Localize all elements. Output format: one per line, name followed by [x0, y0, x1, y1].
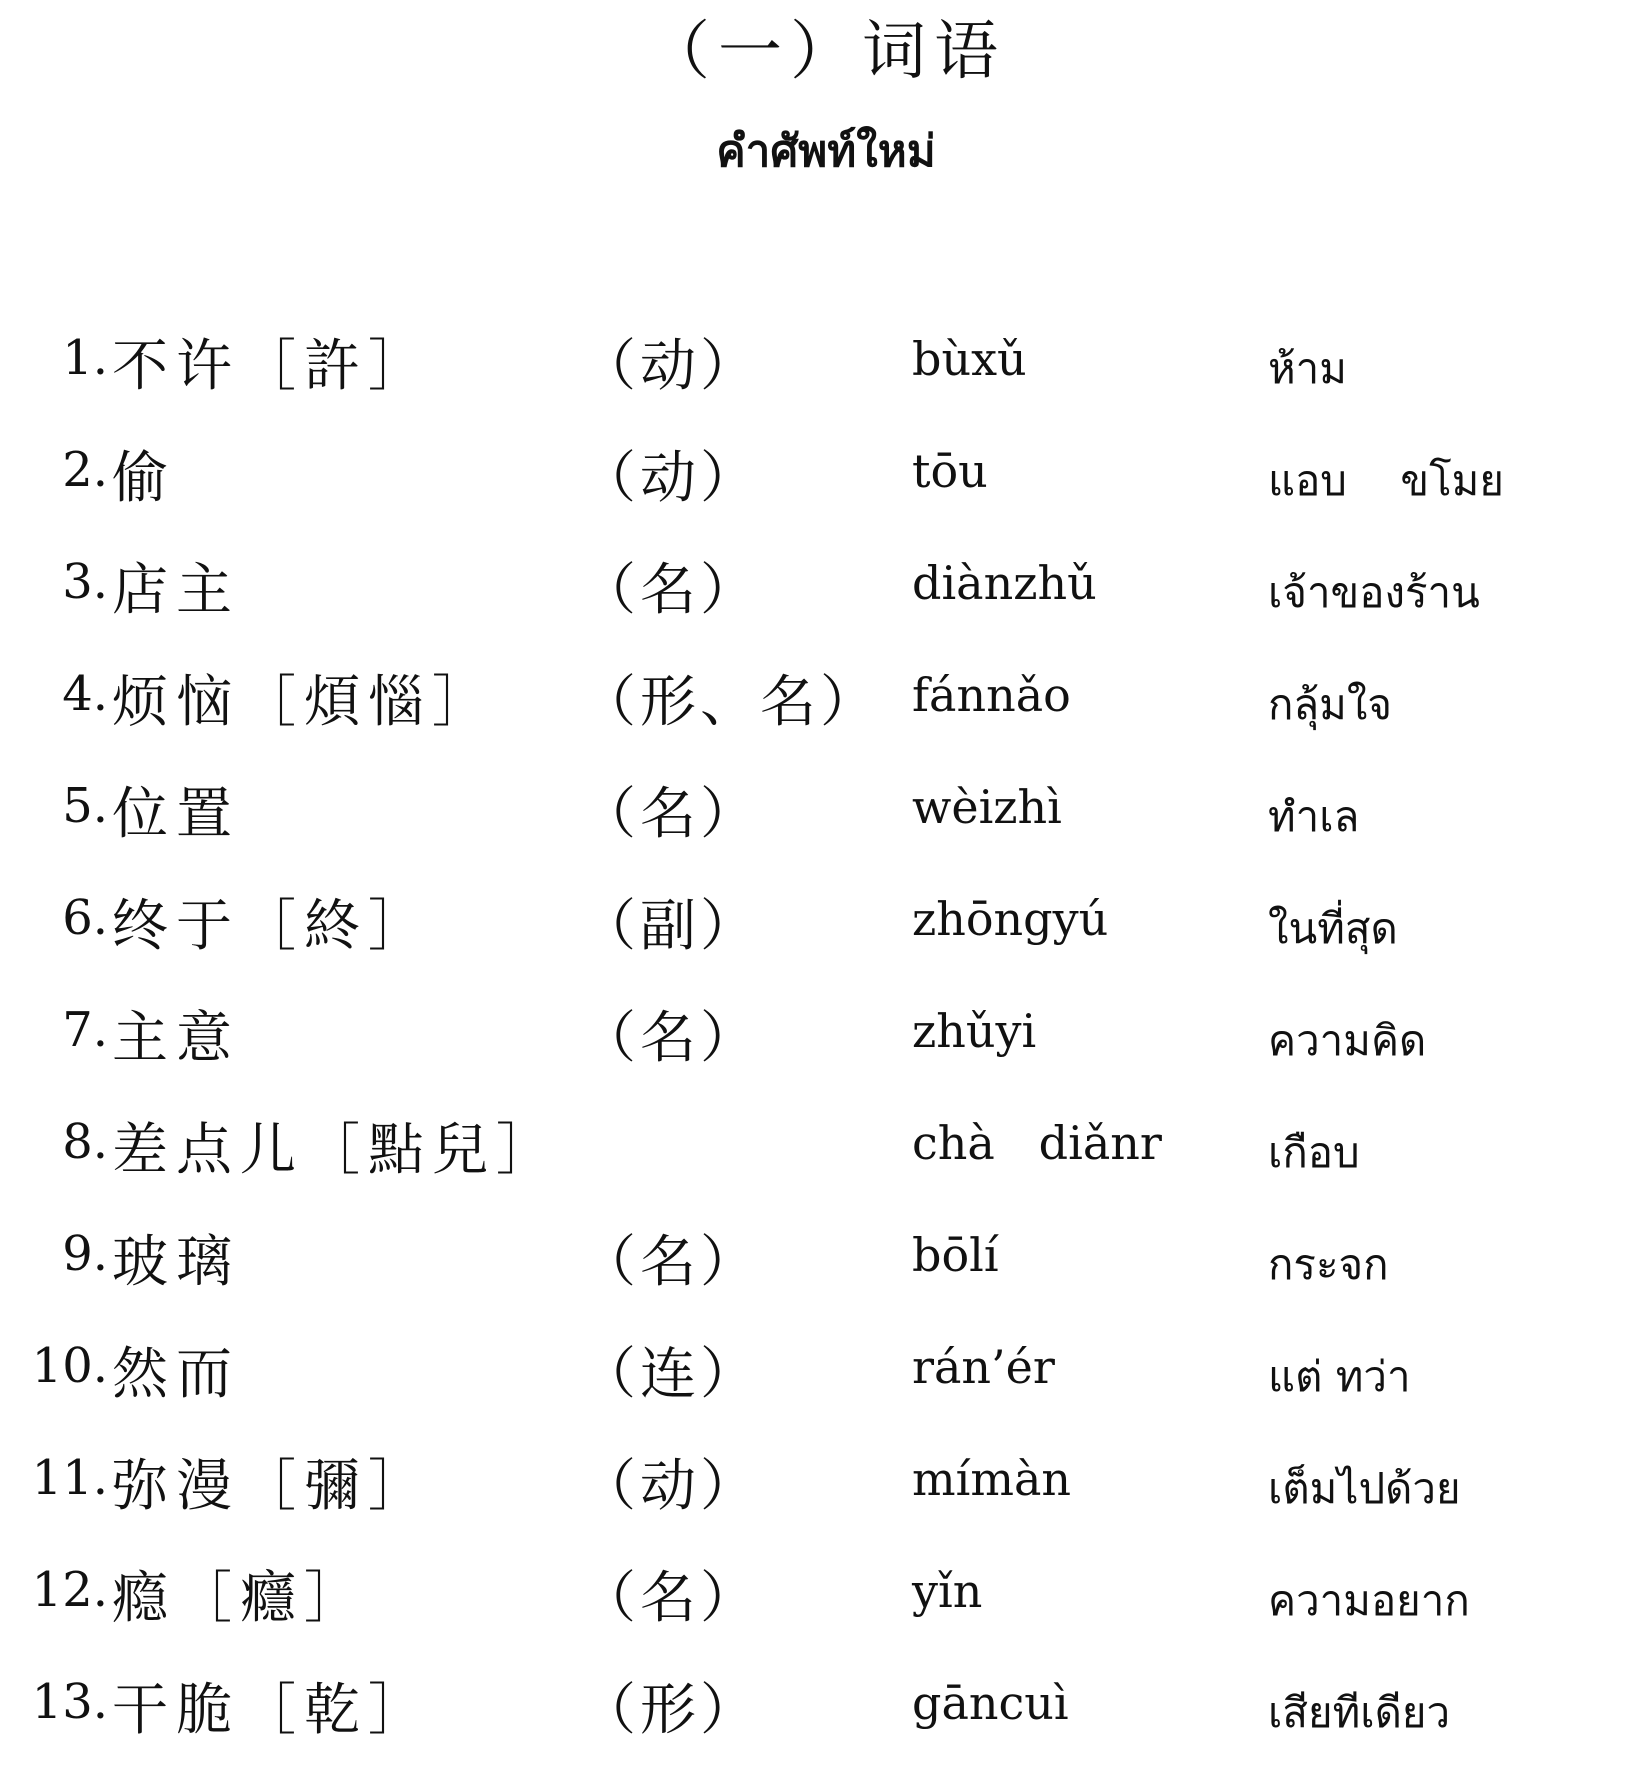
vocab-thai-meaning: กลุ้มใจ: [1268, 680, 1392, 729]
vocab-number: 5.: [62, 778, 108, 834]
vocab-row: [0, 1330, 1652, 1442]
vocab-row: [0, 1666, 1652, 1778]
vocab-number: 3.: [62, 554, 108, 610]
vocab-pinyin: bōlí: [912, 1228, 999, 1282]
vocab-pinyin: fánnǎo: [912, 668, 1071, 722]
vocab-number: 7.: [62, 1002, 108, 1058]
vocab-row: [0, 882, 1652, 994]
vocab-thai-meaning: ทำเล: [1268, 792, 1360, 841]
vocab-row: [0, 1218, 1652, 1330]
vocab-part-of-speech: （名）: [580, 1566, 760, 1631]
vocab-pinyin: diànzhǔ: [912, 556, 1097, 610]
vocab-thai-meaning: เต็มไปด้วย: [1268, 1464, 1461, 1513]
vocab-row: [0, 1442, 1652, 1554]
vocab-pinyin: rán’ér: [912, 1340, 1055, 1394]
vocab-word: 瘾［癮］: [112, 1566, 368, 1631]
vocab-number: 6.: [62, 890, 108, 946]
vocab-row: [0, 994, 1652, 1106]
vocab-number: 11.: [31, 1450, 108, 1506]
vocabulary-list: [0, 322, 1652, 1778]
vocab-row: [0, 1554, 1652, 1666]
vocab-part-of-speech: （副）: [580, 894, 760, 959]
vocab-word: 偷: [112, 446, 176, 511]
vocab-number: 10.: [31, 1338, 108, 1394]
vocab-word: 然而: [112, 1342, 240, 1407]
vocab-word: 玻璃: [112, 1230, 240, 1295]
vocab-word: 位置: [112, 782, 240, 847]
vocab-thai-meaning: เสียทีเดียว: [1268, 1688, 1451, 1737]
vocab-pinyin: wèizhì: [912, 780, 1062, 834]
vocab-word: 不许［許］: [112, 334, 432, 399]
vocab-pinyin: bùxǔ: [912, 332, 1027, 386]
vocab-thai-meaning: ความอยาก: [1268, 1576, 1470, 1625]
vocab-number: 2.: [62, 442, 108, 498]
vocab-pinyin: tōu: [912, 444, 988, 498]
vocab-word: 烦恼［煩惱］: [112, 670, 496, 735]
vocab-word: 主意: [112, 1006, 240, 1071]
page-subtitle: คำศัพท์ใหม่: [716, 126, 936, 177]
vocab-pinyin: chà diǎnr: [912, 1116, 1162, 1170]
vocab-thai-meaning: เกือบ: [1268, 1128, 1360, 1177]
vocab-thai-meaning: แอบ ขโมย: [1268, 456, 1504, 505]
vocab-number: 1.: [62, 330, 108, 386]
vocab-number: 8.: [62, 1114, 108, 1170]
vocab-thai-meaning: ในที่สุด: [1268, 904, 1398, 953]
vocab-pinyin: zhǔyi: [912, 1004, 1037, 1058]
vocab-pinyin: mímàn: [912, 1452, 1072, 1506]
page-title: （一）词语: [646, 15, 1006, 89]
vocab-part-of-speech: （名）: [580, 782, 760, 847]
vocab-word: 干脆［乾］: [112, 1678, 432, 1743]
vocab-number: 4.: [62, 666, 108, 722]
vocab-part-of-speech: （连）: [580, 1342, 760, 1407]
vocab-row: [0, 546, 1652, 658]
vocab-part-of-speech: （动）: [580, 334, 760, 399]
vocab-thai-meaning: ห้าม: [1268, 344, 1347, 393]
vocab-thai-meaning: กระจก: [1268, 1240, 1389, 1289]
vocab-row: [0, 434, 1652, 546]
vocab-word: 弥漫［彌］: [112, 1454, 432, 1519]
vocab-row: [0, 322, 1652, 434]
vocab-pinyin: gāncuì: [912, 1676, 1069, 1730]
vocab-row: [0, 1106, 1652, 1218]
vocab-row: [0, 770, 1652, 882]
vocab-part-of-speech: （动）: [580, 446, 760, 511]
vocab-part-of-speech: （形、名）: [580, 670, 880, 735]
vocab-thai-meaning: ความคิด: [1268, 1016, 1427, 1065]
vocab-part-of-speech: （动）: [580, 1454, 760, 1519]
vocab-part-of-speech: （形）: [580, 1678, 760, 1743]
vocab-row: [0, 658, 1652, 770]
vocab-part-of-speech: （名）: [580, 1230, 760, 1295]
vocab-word: 终于［終］: [112, 894, 432, 959]
vocab-word: 差点儿［點兒］: [112, 1118, 560, 1183]
vocab-number: 12.: [31, 1562, 108, 1618]
vocab-number: 9.: [62, 1226, 108, 1282]
vocab-thai-meaning: เจ้าของร้าน: [1268, 568, 1480, 617]
vocab-pinyin: zhōngyú: [912, 892, 1109, 946]
vocab-part-of-speech: （名）: [580, 558, 760, 623]
vocab-thai-meaning: แต่ ทว่า: [1268, 1352, 1411, 1401]
vocab-part-of-speech: （名）: [580, 1006, 760, 1071]
vocab-pinyin: yǐn: [912, 1564, 983, 1618]
vocab-word: 店主: [112, 558, 240, 623]
vocab-number: 13.: [31, 1674, 108, 1730]
